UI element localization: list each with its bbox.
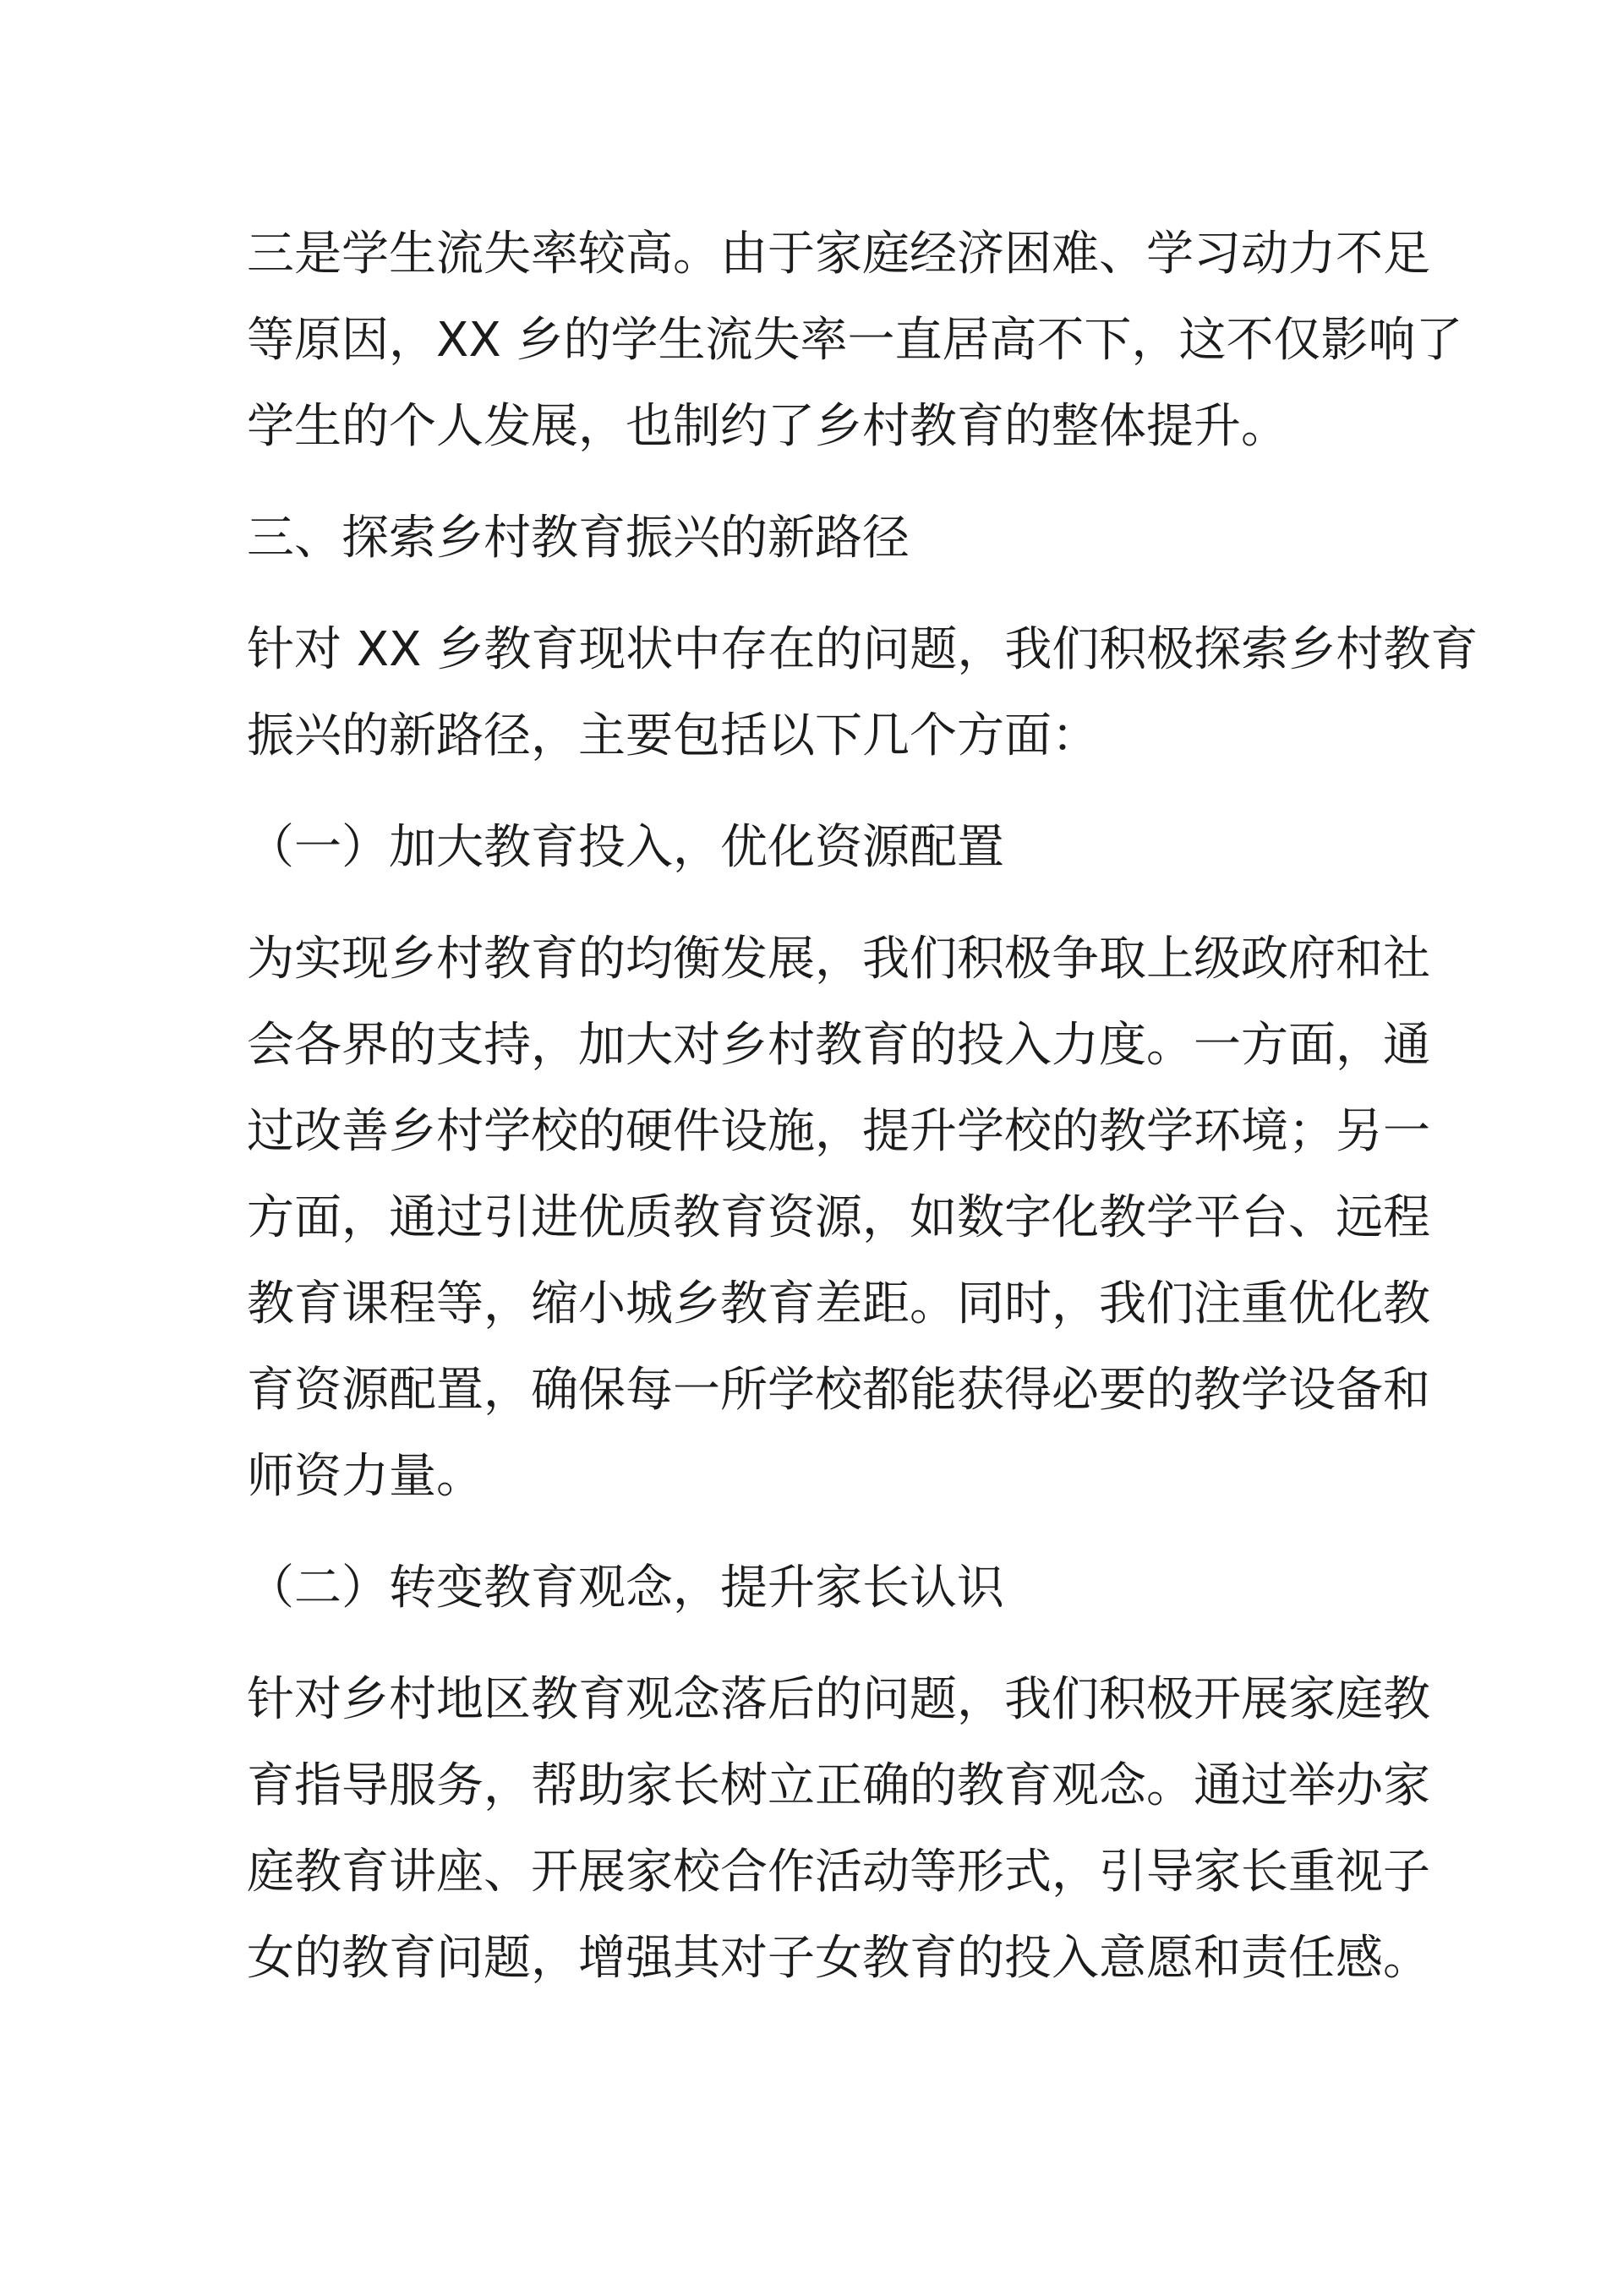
paragraph-investment [247,916,1430,1520]
text-line: 振兴的新路径，主要包括以下几个方面： [247,708,1099,763]
text-line: 学生的个人发展，也制约了乡村教育的整体提升。 [247,399,1288,454]
text-line: 教育课程等，缩小城乡教育差距。同时，我们注重优化教 [247,1276,1430,1331]
document-body [247,211,1478,2027]
text-line: 三是学生流失率较高。由于家庭经济困难、学习动力不足 [247,227,1430,282]
subheading-text: （二）转变教育观念，提升家长认识 [247,1561,1004,1615]
text-line: 为实现乡村教育的均衡发展，我们积极争取上级政府和社 [247,932,1430,987]
text-line: 针对乡村地区教育观念落后的问题，我们积极开展家庭教 [247,1672,1430,1727]
text-line: 会各界的支持，加大对乡村教育的投入力度。一方面，通 [247,1018,1430,1073]
subheading-1 [247,805,1376,891]
text-line: 育资源配置，确保每一所学校都能获得必要的教学设备和 [247,1363,1430,1418]
text-line: 女的教育问题，增强其对子女教育的投入意愿和责任感。 [247,1931,1430,1986]
heading-text: 三、探索乡村教育振兴的新路径 [247,511,910,566]
text-line: 等原因，XX 乡的学生流失率一直居高不下，这不仅影响了 [247,313,1463,368]
paragraph-dropout-rate [247,211,1463,470]
subheading-text: （一）加大教育投入，优化资源配置 [247,820,1004,875]
paragraph-parent-awareness [247,1657,1430,2002]
section-heading-3 [247,495,1376,582]
text-line: 育指导服务，帮助家长树立正确的教育观念。通过举办家 [247,1758,1430,1813]
text-line: 庭教育讲座、开展家校合作活动等形式，引导家长重视子 [247,1845,1430,1900]
text-line: 师资力量。 [247,1449,484,1504]
text-line: 过改善乡村学校的硬件设施，提升学校的教学环境；另一 [247,1104,1430,1159]
paragraph-intro-paths [247,607,1478,779]
text-line: 方面，通过引进优质教育资源，如数字化教学平台、远程 [247,1190,1430,1245]
subheading-2 [247,1545,1376,1632]
text-line: 针对 XX 乡教育现状中存在的问题，我们积极探索乡村教育 [247,622,1478,677]
